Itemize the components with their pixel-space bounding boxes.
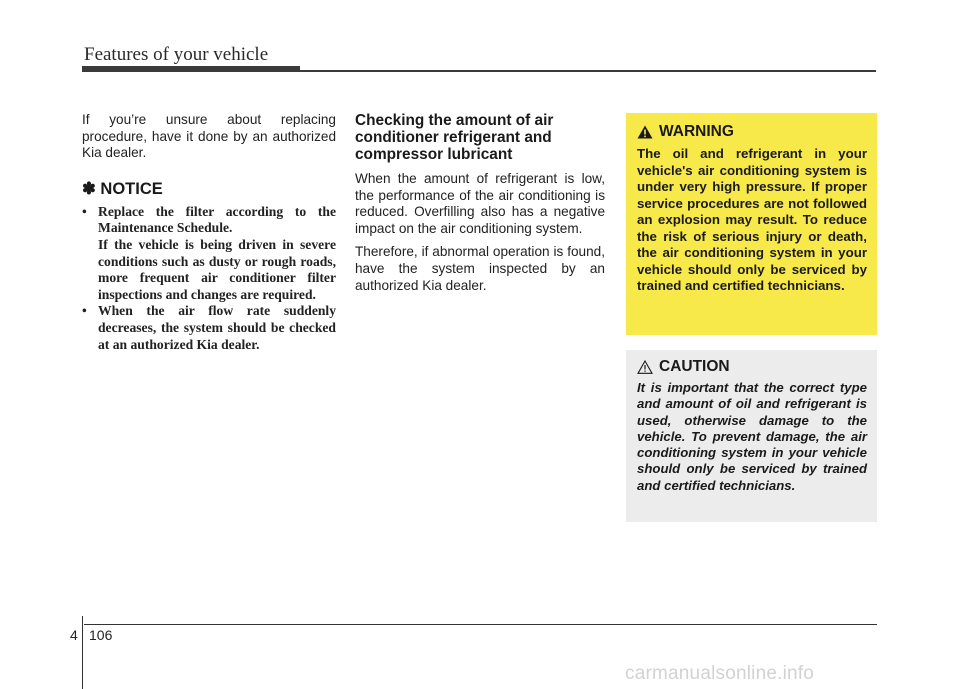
- middle-column: [355, 112, 605, 301]
- section-heading: Checking the amount of air conditioner refrigerant and compressor lubricant: [355, 112, 554, 163]
- section-paragraph: Therefore, if abnormal operation is found, have the system inspected by an authorized Kia dealer.: [355, 244, 605, 293]
- warning-box: [626, 113, 877, 335]
- caution-triangle-icon: [637, 360, 653, 374]
- bullet-icon: •: [82, 303, 87, 319]
- header-bar: [82, 66, 300, 72]
- caution-heading-label: CAUTION: [659, 358, 730, 375]
- warning-text: The oil and refrigerant in your vehicle's air conditioning system is under very high pressure. If proper service procedures are not followed an explosion may result. To reduce the risk of serious injury or death, the air conditioning system in your vehicle should only be serviced by trained and certified technicians.: [637, 146, 867, 293]
- warning-heading-label: WARNING: [659, 123, 734, 140]
- notice-heading-label: NOTICE: [100, 179, 163, 198]
- notice-item-text: When the air flow rate suddenly decreases, the system should be checked at an authorized Kia dealer.: [98, 303, 336, 352]
- section-paragraph: When the amount of refrigerant is low, the performance of the air conditioning is reduced. Overfilling also has a negative impact on the air conditioning system.: [355, 171, 605, 236]
- left-column: [82, 112, 336, 353]
- notice-item-text: Replace the filter according to the Maintenance Schedule.: [98, 203, 336, 236]
- chapter-number: 4: [70, 627, 78, 643]
- notice-item: [82, 303, 336, 353]
- header-rule: [300, 70, 876, 72]
- watermark: carmanualsonline.info: [625, 663, 815, 684]
- notice-item-subtext: If the vehicle is being driven in severe conditions such as dusty or rough roads, more frequent air conditioner filter inspections and changes are required.: [98, 236, 336, 302]
- warning-heading: [637, 123, 867, 141]
- warning-triangle-icon: [637, 125, 653, 139]
- bullet-icon: •: [82, 203, 87, 219]
- notice-heading: [82, 179, 336, 199]
- caution-box: [626, 350, 877, 522]
- notice-symbol-icon: ✽: [82, 179, 96, 198]
- footer-divider: [82, 616, 83, 689]
- caution-heading: [637, 358, 867, 376]
- footer-rule: [84, 624, 877, 625]
- notice-list: [82, 204, 336, 353]
- page-header-title: Features of your vehicle: [84, 44, 269, 65]
- intro-paragraph: If you’re unsure about replacing procedure, have it done by an authorized Kia dealer.: [82, 112, 336, 161]
- caution-text: It is important that the correct type and amount of oil and refrigerant is used, otherwise damage to the vehicle. To prevent damage, the air conditioning system in your vehicle should only be serviced by trained and certified technicians.: [637, 380, 867, 493]
- notice-item: [82, 204, 336, 304]
- page-number: 106: [89, 627, 113, 643]
